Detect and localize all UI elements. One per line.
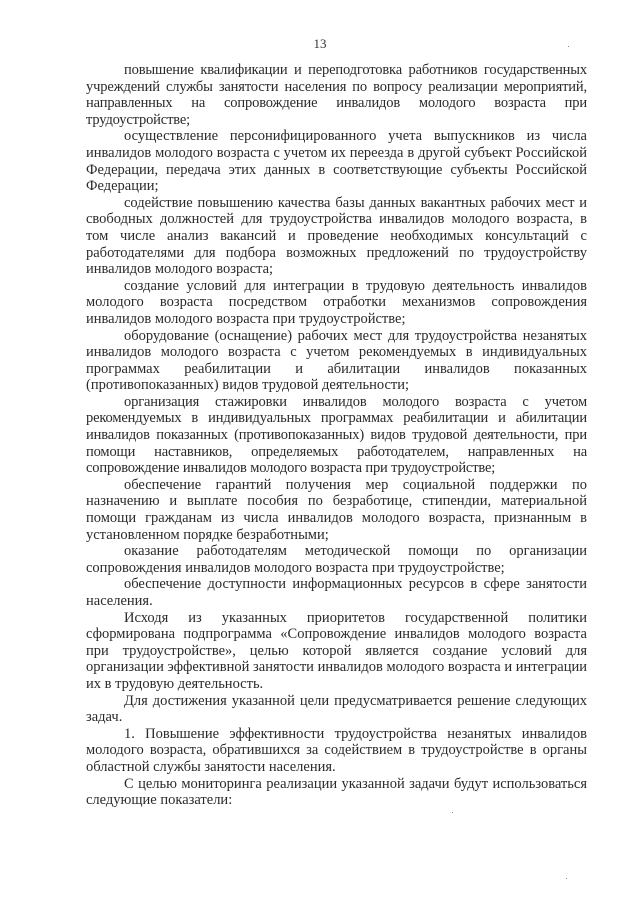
paragraph-information-access: обеспечение доступности информационных ресурсов в сфере занятости населения. — [86, 576, 587, 609]
paragraph-vacancy-database: содействие повышению качества базы данных вакантных рабочих мест и свободных должностей для трудоустройства инвалидов молодого возраста, в том числе анализ вакансий и проведение необходимых консультаций с работодателями для подбора возможных предложений по трудоустройству инвалидов молодого возраста; — [86, 194, 587, 278]
paragraph-integration: создание условий для интеграции в трудовую деятельность инвалидов молодого возраста посредством отработки механизмов сопровождения инвалидов молодого возраста при трудоустройстве; — [86, 277, 587, 327]
scan-speck — [568, 46, 569, 47]
paragraph-personal-records: осуществление персонифицированного учета выпускников из числа инвалидов молодого возраста с учетом их переезда в другой субъект Российской Федерации, передача этих данных в соответствующие субъекты Российской Федерации; — [86, 128, 587, 195]
paragraph-internship: организация стажировки инвалидов молодого возраста с учетом рекомендуемых в индивидуальных программах реабилитации и абилитации инвалидов показанных (противопоказанных) видов трудовой деятельности, при помощи наставников, определяемых работодателем, направленных на сопровождение инвалидов молодого возраста при трудоустройстве; — [86, 393, 587, 477]
document-body — [86, 62, 587, 809]
paragraph-employer-assistance: оказание работодателям методической помощи по организации сопровождения инвалидов молодого возраста при трудоустройстве; — [86, 543, 587, 576]
paragraph-qualification: повышение квалификации и переподготовка работников государственных учреждений службы занятости населения по вопросу реализации мероприятий, направленных на сопровождение инвалидов молодого возраста при трудоустройстве; — [86, 62, 587, 128]
paragraph-subprogram: Исходя из указанных приоритетов государственной политики сформирована подпрограмма «Сопровождение инвалидов молодого возраста при трудоустройстве», целью которой является создание условий для организации эффективной занятости инвалидов молодого возраста и интеграции их в трудовую деятельность. — [86, 609, 587, 692]
paragraph-workplace-equipment: оборудование (оснащение) рабочих мест для трудоустройства незанятых инвалидов молодого возраста с учетом рекомендуемых в индивидуальных программах реабилитации и абилитации инвалидов показанных (противопоказанных) видов трудовой деятельности; — [86, 327, 587, 394]
paragraph-tasks-intro: Для достижения указанной цели предусматривается решение следующих задач. — [86, 692, 587, 726]
paragraph-indicators-intro: С целью мониторинга реализации указанной задачи будут использоваться следующие показатели: — [86, 775, 587, 809]
paragraph-social-support: обеспечение гарантий получения мер социальной поддержки по назначению и выплате пособия по безработице, стипендии, материальной помощи гражданам из числа инвалидов молодого возраста, признанным в установленном порядке безработными; — [86, 476, 587, 543]
page-number: 13 — [313, 36, 327, 51]
paragraph-task-1: 1. Повышение эффективности трудоустройства незанятых инвалидов молодого возраста, обратившихся за содействием в трудоустройстве в органы областной службы занятости населения. — [86, 725, 587, 775]
scan-speck — [566, 878, 567, 879]
scan-speck — [452, 812, 453, 813]
